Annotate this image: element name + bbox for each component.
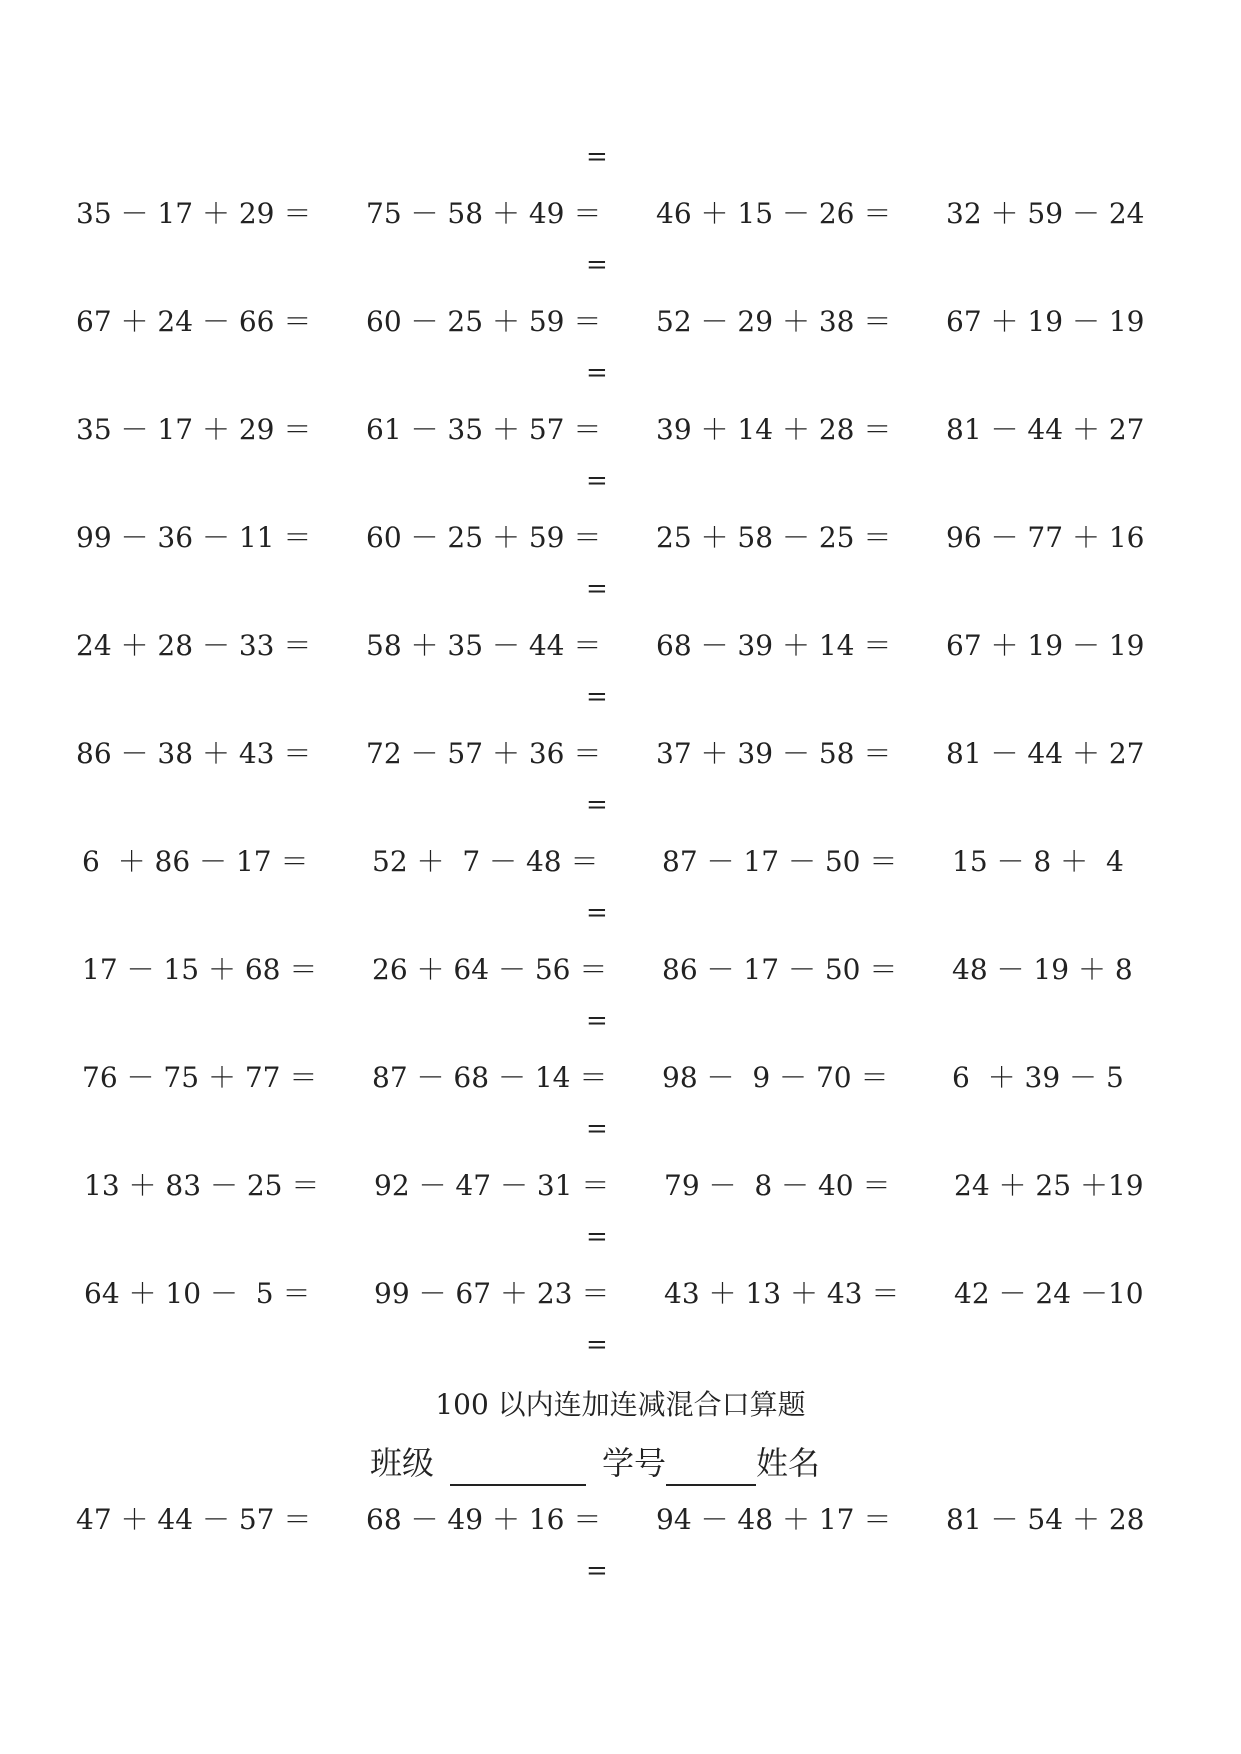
problem-text: 86 － 38 ＋ 43 ＝: [76, 737, 312, 770]
problem-row: [0, 734, 1241, 774]
problem-text: 60 － 25 ＋ 59 ＝: [366, 521, 602, 554]
problem-text: 6 ＋ 86 － 17 ＝: [82, 845, 309, 878]
problem-row: [0, 1166, 1241, 1206]
wrapped-equals-sign: =: [586, 682, 608, 712]
wrapped-equals-sign: =: [586, 466, 608, 496]
problem-row: [0, 626, 1241, 666]
problem-text: 94 － 48 ＋ 17 ＝: [656, 1503, 892, 1536]
problem-text: 87 － 68 － 14 ＝: [372, 1061, 608, 1094]
problem-text: 39 ＋ 14 ＋ 28 ＝: [656, 413, 892, 446]
problem-text: 67 ＋ 19 － 19: [946, 629, 1145, 662]
student-info-line: [370, 1440, 820, 1486]
problem-text: 75 － 58 ＋ 49 ＝: [366, 197, 602, 230]
problem-text: 67 ＋ 19 － 19: [946, 305, 1145, 338]
problem-text: 17 － 15 ＋ 68 ＝: [82, 953, 318, 986]
problem-text: 42 － 24 －10: [954, 1277, 1144, 1310]
problem-text: 99 － 36 － 11 ＝: [76, 521, 312, 554]
problem-text: 92 － 47 － 31 ＝: [374, 1169, 610, 1202]
problem-text: 37 ＋ 39 － 58 ＝: [656, 737, 892, 770]
wrapped-equals-sign: =: [586, 1114, 608, 1144]
wrapped-equals-sign: =: [586, 1222, 608, 1252]
student-number-blank: [666, 1454, 756, 1486]
problem-text: 68 － 49 ＋ 16 ＝: [366, 1503, 602, 1536]
problem-text: 81 － 54 ＋ 28: [946, 1503, 1145, 1536]
problem-text: 99 － 67 ＋ 23 ＝: [374, 1277, 610, 1310]
problem-row: [0, 1500, 1241, 1540]
problem-text: 64 ＋ 10 － 5 ＝: [84, 1277, 311, 1310]
class-blank: [450, 1454, 586, 1486]
wrapped-equals-sign: =: [586, 1006, 608, 1036]
problem-text: 61 － 35 ＋ 57 ＝: [366, 413, 602, 446]
problem-row: [0, 950, 1241, 990]
problem-row: [0, 410, 1241, 450]
problem-text: 35 － 17 ＋ 29 ＝: [76, 413, 312, 446]
problem-text: 13 ＋ 83 － 25 ＝: [84, 1169, 320, 1202]
problem-text: 24 ＋ 28 － 33 ＝: [76, 629, 312, 662]
problem-text: 67 ＋ 24 － 66 ＝: [76, 305, 312, 338]
problem-text: 32 ＋ 59 － 24: [946, 197, 1145, 230]
problem-text: 81 － 44 ＋ 27: [946, 737, 1145, 770]
problem-text: 25 ＋ 58 － 25 ＝: [656, 521, 892, 554]
problem-text: 6 ＋ 39 － 5: [952, 1061, 1124, 1094]
problem-text: 43 ＋ 13 ＋ 43 ＝: [664, 1277, 900, 1310]
problem-row: [0, 194, 1241, 234]
problem-row: [0, 842, 1241, 882]
problem-text: 96 － 77 ＋ 16: [946, 521, 1145, 554]
problem-text: 60 － 25 ＋ 59 ＝: [366, 305, 602, 338]
problem-text: 52 － 29 ＋ 38 ＝: [656, 305, 892, 338]
wrapped-equals-sign: =: [586, 790, 608, 820]
problem-row: [0, 1274, 1241, 1314]
problem-row: [0, 302, 1241, 342]
wrapped-equals-sign: =: [586, 142, 608, 172]
problem-text: 86 － 17 － 50 ＝: [662, 953, 898, 986]
class-label: 班级: [370, 1444, 435, 1482]
page-title: 100 以内连加连减混合口算题: [435, 1388, 806, 1421]
problem-text: 68 － 39 ＋ 14 ＝: [656, 629, 892, 662]
problem-text: 24 ＋ 25 ＋19: [954, 1169, 1144, 1202]
problem-row: [0, 518, 1241, 558]
problem-text: 72 － 57 ＋ 36 ＝: [366, 737, 602, 770]
wrapped-equals-sign: =: [586, 1556, 608, 1586]
problem-text: 46 ＋ 15 － 26 ＝: [656, 197, 892, 230]
problem-text: 87 － 17 － 50 ＝: [662, 845, 898, 878]
name-label: 姓名: [756, 1444, 821, 1482]
wrapped-equals-sign: =: [586, 898, 608, 928]
wrapped-equals-sign: =: [586, 358, 608, 388]
problem-text: 26 ＋ 64 － 56 ＝: [372, 953, 608, 986]
student-number-label: 学号: [602, 1444, 667, 1482]
problem-text: 79 － 8 － 40 ＝: [664, 1169, 891, 1202]
wrapped-equals-sign: =: [586, 250, 608, 280]
problem-text: 58 ＋ 35 － 44 ＝: [366, 629, 602, 662]
problem-text: 15 － 8 ＋ 4: [952, 845, 1124, 878]
wrapped-equals-sign: =: [586, 574, 608, 604]
wrapped-equals-sign: =: [586, 1330, 608, 1360]
problem-text: 81 － 44 ＋ 27: [946, 413, 1145, 446]
problem-text: 47 ＋ 44 － 57 ＝: [76, 1503, 312, 1536]
problem-text: 52 ＋ 7 － 48 ＝: [372, 845, 599, 878]
problem-text: 35 － 17 ＋ 29 ＝: [76, 197, 312, 230]
problem-row: [0, 1058, 1241, 1098]
problem-text: 76 － 75 ＋ 77 ＝: [82, 1061, 318, 1094]
problem-text: 48 － 19 ＋ 8: [952, 953, 1133, 986]
problem-text: 98 － 9 － 70 ＝: [662, 1061, 889, 1094]
